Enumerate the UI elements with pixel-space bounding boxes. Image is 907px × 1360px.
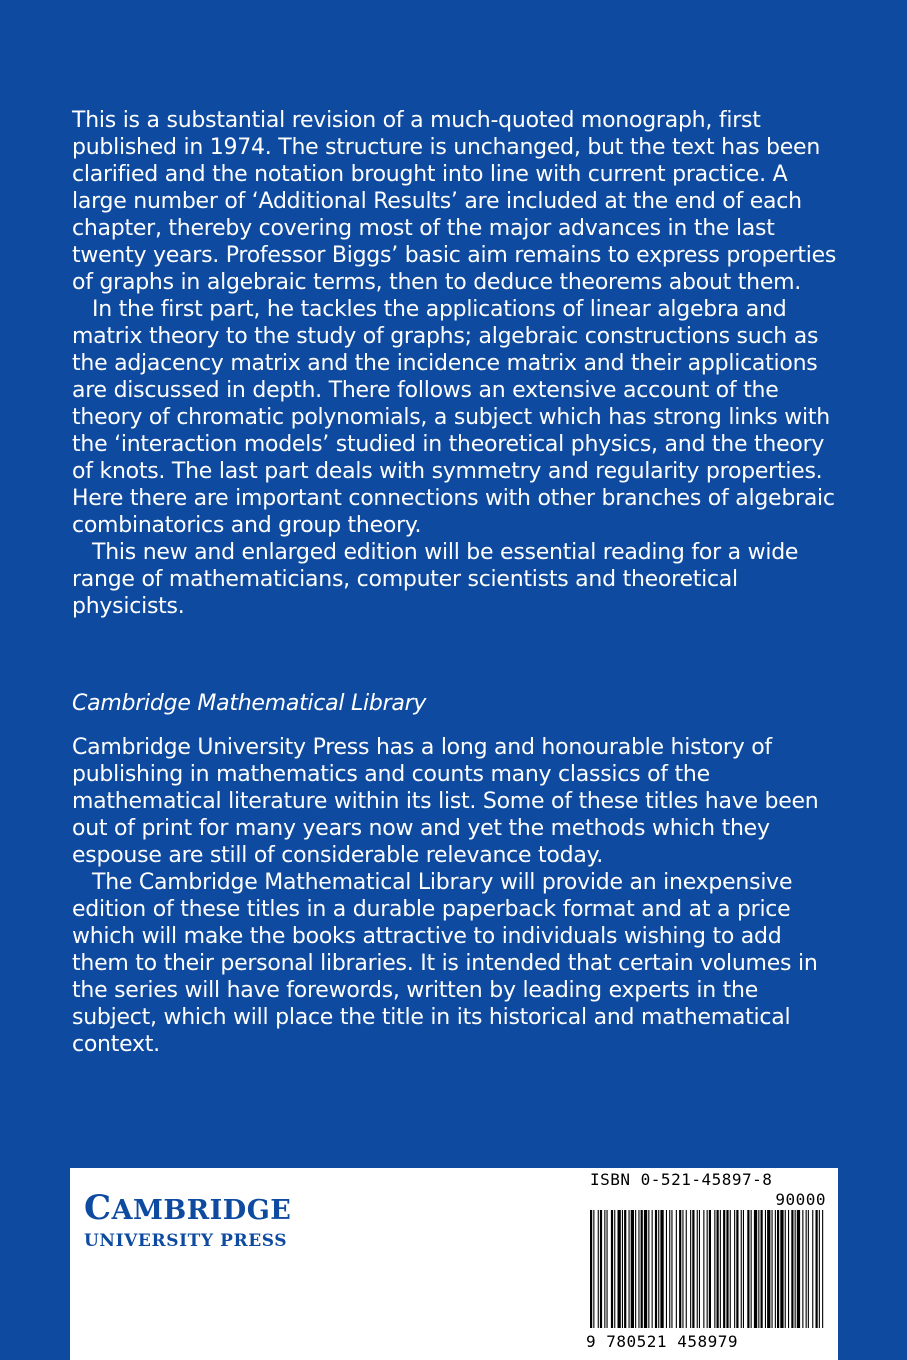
barcode-bar xyxy=(780,1210,783,1328)
barcode-bar xyxy=(777,1210,779,1328)
barcode-bar xyxy=(631,1210,634,1328)
barcode-bar xyxy=(598,1210,599,1328)
barcode-bar xyxy=(604,1210,605,1328)
barcode-bar xyxy=(726,1210,728,1328)
barcode-image xyxy=(590,1210,826,1328)
barcode-bar xyxy=(600,1210,602,1328)
barcode-bar xyxy=(723,1210,725,1328)
barcode-bar xyxy=(730,1210,731,1328)
barcode-bar xyxy=(655,1210,657,1328)
isbn-number: ISBN 0-521-45897-8 xyxy=(590,1170,773,1189)
ean-number: 9 780521 458979 xyxy=(586,1332,738,1351)
series-description xyxy=(72,690,842,1058)
barcode-bar xyxy=(767,1210,770,1328)
barcode-bar xyxy=(758,1210,759,1328)
barcode-bar xyxy=(802,1210,803,1328)
barcode-bar xyxy=(812,1210,813,1328)
blurb-paragraph-3: This new and enlarged edition will be essential reading for a wide range of mathematicians, computer scientists and theoretical physicists. xyxy=(72,540,799,619)
barcode-bar xyxy=(751,1210,752,1328)
barcode-bar xyxy=(795,1210,796,1328)
barcode-bar xyxy=(629,1210,630,1328)
barcode-bar xyxy=(806,1210,807,1328)
blurb-paragraph-2: In the first part, he tackles the applications of linear algebra and matrix theory to the study of graphs; algebraic constructions such as the adjacency matrix and the incidence matrix and their applications are discussed in depth. There follows an extensive account of the theory of chromatic polynomials, a subject which has strong links with the ‘interaction models’ studied in theoretical physics, and the theory of knots. The last part deals with symmetry and regularity properties. Here there are important connections with other branches of algebraic combinatorics and group theory. xyxy=(72,297,835,538)
book-blurb xyxy=(72,107,842,620)
barcode-bar xyxy=(658,1210,659,1328)
barcode-bar xyxy=(676,1210,677,1328)
barcode-bar xyxy=(644,1210,647,1328)
barcode-bar xyxy=(747,1210,749,1328)
barcode-bar xyxy=(635,1210,636,1328)
barcode-bar xyxy=(765,1210,766,1328)
barcode-bar xyxy=(669,1210,670,1328)
barcode-bar xyxy=(614,1210,615,1328)
barcode-bar xyxy=(720,1210,721,1328)
publisher-logo xyxy=(84,1190,291,1251)
barcode-bar xyxy=(652,1210,653,1328)
barcode-bar xyxy=(736,1210,738,1328)
barcode-bar xyxy=(797,1210,800,1328)
barcode-bar xyxy=(714,1210,715,1328)
barcode-area xyxy=(586,1168,832,1360)
barcode-bar xyxy=(590,1210,592,1328)
barcode-bar xyxy=(791,1210,793,1328)
publisher-panel xyxy=(70,1168,838,1360)
barcode-bar xyxy=(682,1210,683,1328)
barcode-bar xyxy=(660,1210,663,1328)
series-paragraph-2: The Cambridge Mathematical Library will provide an inexpensive edition of these titles in a durable paperback format and at a price which will make the books attractive to individuals wishing to add them to their personal libraries. It is intended that certain volumes in the series will have forewords, written by leading experts in the subject, which will place the title in its historical and mathematical context. xyxy=(72,870,818,1057)
barcode-bar xyxy=(666,1210,667,1328)
barcode-bar xyxy=(734,1210,735,1328)
barcode-bar xyxy=(703,1210,704,1328)
barcode-bar xyxy=(754,1210,757,1328)
barcode-bar xyxy=(641,1210,643,1328)
barcode-bar xyxy=(699,1210,700,1328)
barcode-bar xyxy=(819,1210,820,1328)
series-paragraph-1: Cambridge University Press has a long and honourable history of publishing in mathematics and counts many classics of the mathematical literature within its list. Some of these titles have been out of print for many years now and yet the methods which they espouse are still of considerable relevance today. xyxy=(72,735,819,868)
barcode-bar xyxy=(808,1210,809,1328)
barcode-bar xyxy=(709,1210,711,1328)
barcode-bar xyxy=(707,1210,708,1328)
barcode-bar xyxy=(743,1210,744,1328)
barcode-bar xyxy=(772,1210,773,1328)
barcode-bar xyxy=(788,1210,789,1328)
barcode-bar xyxy=(593,1210,594,1328)
barcode-bar xyxy=(607,1210,608,1328)
barcode-bar xyxy=(618,1210,621,1328)
barcode-bar xyxy=(697,1210,698,1328)
barcode-bar xyxy=(816,1210,818,1328)
barcode-bar xyxy=(624,1210,626,1328)
barcode-bar xyxy=(822,1210,823,1328)
barcode-bar xyxy=(648,1210,649,1328)
barcode-bar xyxy=(785,1210,786,1328)
barcode-bar xyxy=(775,1210,776,1328)
blurb-paragraph-1: This is a substantial revision of a much-quoted monograph, first published in 1974. The structure is unchanged, but the text has been clarified and the notation brought into line with current practice. A large number of ‘Additional Results’ are included at the end of each chapter, thereby covering most of the major advances in the last twenty years. Professor Biggs’ basic aim remains to express properties of graphs in algebraic terms, then to deduce theorems about them. xyxy=(72,108,837,295)
barcode-bar xyxy=(741,1210,742,1328)
publisher-name: CAMBRIDGE xyxy=(84,1188,292,1228)
barcode-bar xyxy=(679,1210,681,1328)
barcode-bar xyxy=(622,1210,623,1328)
barcode-bar xyxy=(686,1210,687,1328)
series-title: Cambridge Mathematical Library xyxy=(72,691,427,716)
barcode-bar xyxy=(690,1210,691,1328)
barcode-bar xyxy=(692,1210,694,1328)
price-code: 90000 xyxy=(775,1190,826,1209)
barcode-bar xyxy=(611,1210,613,1328)
barcode-bar xyxy=(671,1210,672,1328)
barcode-bar xyxy=(638,1210,639,1328)
barcode-bar xyxy=(717,1210,719,1328)
publisher-subtitle: UNIVERSITY PRESS xyxy=(84,1231,288,1251)
barcode-bar xyxy=(761,1210,763,1328)
